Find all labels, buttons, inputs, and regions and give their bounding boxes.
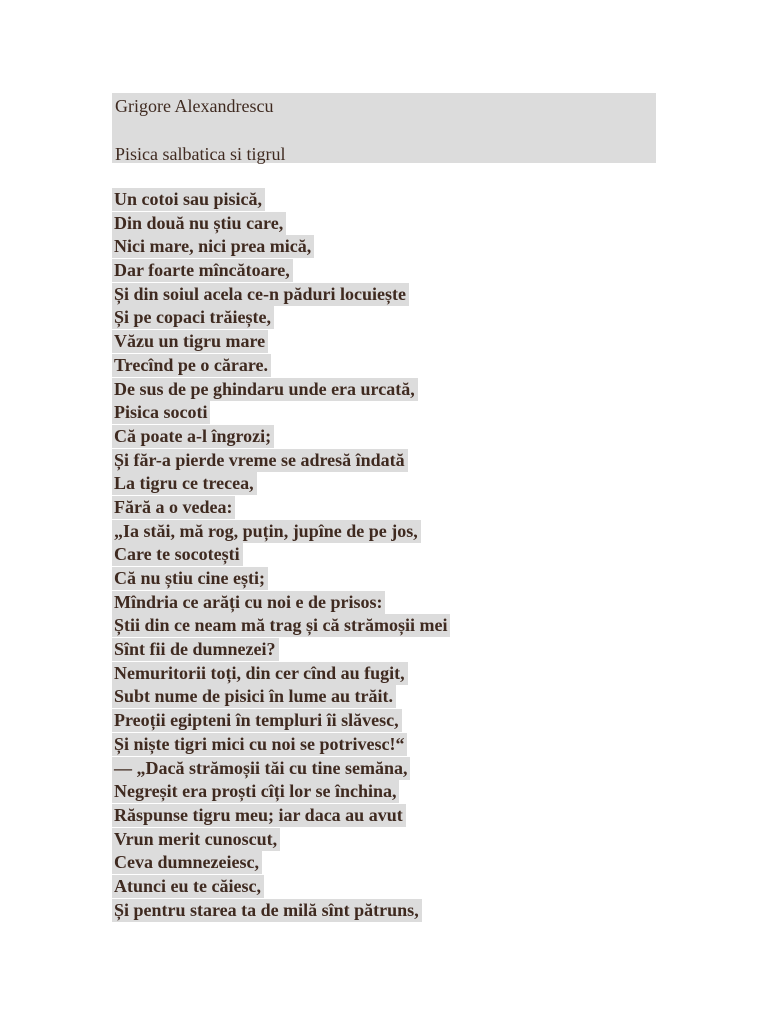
poem-line-text: Un cotoi sau pisică, [112, 188, 265, 211]
poem-line [112, 638, 672, 662]
poem-line [112, 354, 672, 378]
poem-line-text: Văzu un tigru mare [112, 330, 268, 353]
poem-line [112, 804, 672, 828]
poem-line [112, 449, 672, 473]
poem-line-text: Nemuritorii toți, din cer cînd au fugit, [112, 662, 408, 685]
poem-line-text: Negreșit era proști cîți lor se închina, [112, 780, 399, 803]
poem-line-text: Pisica socoti [112, 401, 210, 424]
poem-line-text: Care te socotești [112, 543, 243, 566]
poem-line [112, 851, 672, 875]
poem-line-text: Preoții egipteni în templuri îi slăvesc, [112, 709, 402, 732]
poem-line-text: Știi din ce neam mă trag și că strămoșii mei [112, 614, 450, 637]
poem-line-text: Vrun merit cunoscut, [112, 828, 280, 851]
poem-line-text: Fără a o vedea: [112, 496, 235, 519]
poem-line-text: Și pe copaci trăiește, [112, 306, 274, 329]
poem-line-text: Că nu știu cine ești; [112, 567, 268, 590]
poem-line-text: La tigru ce trecea, [112, 472, 257, 495]
poem-body [112, 188, 672, 922]
poem-line-text: Subt nume de pisici în lume au trăit. [112, 685, 396, 708]
poem-line [112, 212, 672, 236]
poem-line [112, 188, 672, 212]
poem-line [112, 306, 672, 330]
poem-line [112, 235, 672, 259]
poem-line [112, 709, 672, 733]
poem-line-text: Și pentru starea ta de milă sînt pătruns, [112, 899, 422, 922]
poem-line [112, 496, 672, 520]
poem-line [112, 757, 672, 781]
poem-line-text: Nici mare, nici prea mică, [112, 235, 314, 258]
poem-line [112, 614, 672, 638]
poem-line-text: Și niște tigri mici cu noi se potrivesc!“ [112, 733, 407, 756]
poem-line-text: Dar foarte mîncătoare, [112, 259, 293, 282]
poem-line [112, 472, 672, 496]
poem-line-text: — „Dacă strămoșii tăi cu tine semăna, [112, 757, 410, 780]
poem-line-text: De sus de pe ghindaru unde era urcată, [112, 378, 418, 401]
poem-line [112, 662, 672, 686]
poem-line-text: Și făr-a pierde vreme se adresă îndată [112, 449, 408, 472]
poem-line [112, 259, 672, 283]
poem-line [112, 283, 672, 307]
poem-line [112, 733, 672, 757]
poem-line [112, 567, 672, 591]
poem-line [112, 543, 672, 567]
poem-title: Pisica salbatica si tigrul [115, 144, 286, 164]
poem-line-text: Sînt fii de dumnezei? [112, 638, 279, 661]
poem-line [112, 828, 672, 852]
poem-line [112, 875, 672, 899]
poem-line-text: Atunci eu te căiesc, [112, 875, 264, 898]
poem-line-text: Ceva dumnezeiesc, [112, 851, 262, 874]
poem-line-text: Și din soiul acela ce-n păduri locuiește [112, 283, 409, 306]
poem-line [112, 378, 672, 402]
author-name: Grigore Alexandrescu [115, 96, 274, 116]
poem-line [112, 425, 672, 449]
poem-line-text: „Ia stăi, mă rog, puțin, jupîne de pe jos, [112, 520, 421, 543]
poem-line [112, 520, 672, 544]
poem-line-text: Din două nu știu care, [112, 212, 286, 235]
poem-line-text: Mîndria ce arăți cu noi e de prisos: [112, 591, 385, 614]
poem-line-text: Că poate a-l îngrozi; [112, 425, 274, 448]
poem-line-text: Trecînd pe o cărare. [112, 354, 271, 377]
poem-line [112, 899, 672, 923]
poem-line [112, 685, 672, 709]
poem-line [112, 591, 672, 615]
poem-line-text: Răspunse tigru meu; iar daca au avut [112, 804, 406, 827]
poem-line [112, 401, 672, 425]
poem-line [112, 780, 672, 804]
poem-line [112, 330, 672, 354]
